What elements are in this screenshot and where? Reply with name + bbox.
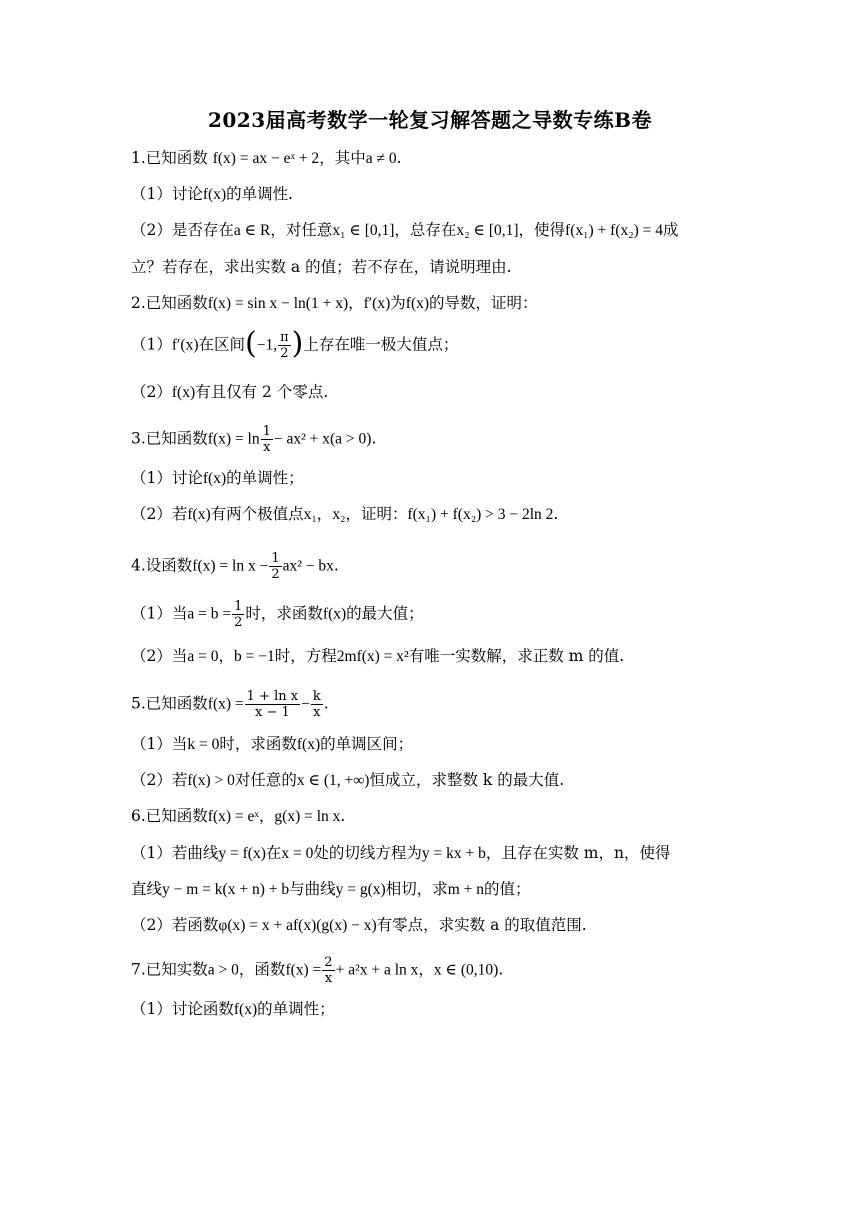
math-expr: f(x) = ax − eˣ + 2 [212, 150, 320, 167]
problem-2-part-2: （2）f(x)有且仅有 2 个零点. [131, 383, 329, 401]
fraction-pi-over-2: $\frac{\pi}{2}$ [280, 330, 289, 361]
problem-6-part-1-cont: 直线y − m = k(x + n) + b与曲线y = g(x)相切，求m + n的值； [131, 880, 531, 898]
problem-1-statement: 1.已知函数 f(x) = ax − eˣ + 2，其中a ≠ 0. [131, 149, 402, 167]
problem-5-part-1: （1）当k = 0时，求函数f(x)的单调区间； [131, 735, 414, 753]
problem-6-part-1: （1）若曲线y = f(x)在x = 0处的切线方程为y = kx + b，且存在实数 m，n，使得 [131, 844, 671, 862]
problem-3-part-2: （2）若f(x)有两个极值点x₁，x₂，证明：f(x₁) + f(x₂) > 3 − 2ln 2. [131, 505, 559, 523]
problem-3-statement: 3.已知函数f(x) = ln $\frac{1}{x}$ − ax² + x(a > 0). [131, 424, 377, 455]
problem-4-part-2: （2）当a = 0，b = −1时，方程2mf(x) = x²有唯一实数解，求正数 m 的值. [131, 647, 625, 665]
problem-5-part-2: （2）若f(x) > 0对任意的x ∈ (1, +∞)恒成立，求整数 k 的最大值. [131, 771, 565, 789]
problem-7-part-1: （1）讨论函数f(x)的单调性； [131, 1000, 335, 1018]
problem-7-statement: 7.已知实数a > 0，函数f(x) = $\frac{2}{x}$ + a²x + a ln x，x ∈ (0,10). [131, 955, 504, 986]
problem-3-part-1: （1）讨论f(x)的单调性； [131, 469, 304, 487]
problem-6-statement: 6.已知函数f(x) = eˣ，g(x) = ln x. [131, 807, 346, 825]
problem-4-statement: 4.设函数f(x) = ln x − $\frac{1}{2}$ ax² − bx. [131, 551, 339, 582]
problem-2-statement: 2.已知函数f(x) = sin x − ln(1 + x)，f′(x)为f(x)的导数，证明： [131, 294, 538, 312]
problem-1-part-1: （1）讨论f(x)的单调性. [131, 185, 294, 203]
problem-1-part-2: （2）是否存在a ∈ R，对任意x₁ ∈ [0,1]，总存在x₂ ∈ [0,1]，使得f(x₁) + f(x₂) = 4成 [131, 221, 679, 239]
problem-6-part-2: （2）若函数φ(x) = x + af(x)(g(x) − x)有零点，求实数 a 的取值范围. [131, 916, 587, 934]
page-title: 2023届高考数学一轮复习解答题之导数专练B卷 [207, 108, 653, 132]
problem-1-part-2-cont: 立？若存在，求出实数 a 的值；若不存在，请说明理由. [131, 258, 512, 276]
problem-2-part-1: （1）f′(x)在区间(−1, $\frac{\pi}{2}$ )上存在唯一极大值点； [131, 325, 459, 361]
math-expr: a ≠ 0 [365, 150, 397, 167]
problem-5-statement: 5.已知函数f(x) = $\frac{\text{1 + ln x}}{x - 1}$ − $\frac{k}{x}$ . [131, 689, 329, 720]
problem-4-part-1: （1）当a = b = $\frac{1}{2}$ 时，求函数f(x)的最大值； [131, 599, 424, 630]
